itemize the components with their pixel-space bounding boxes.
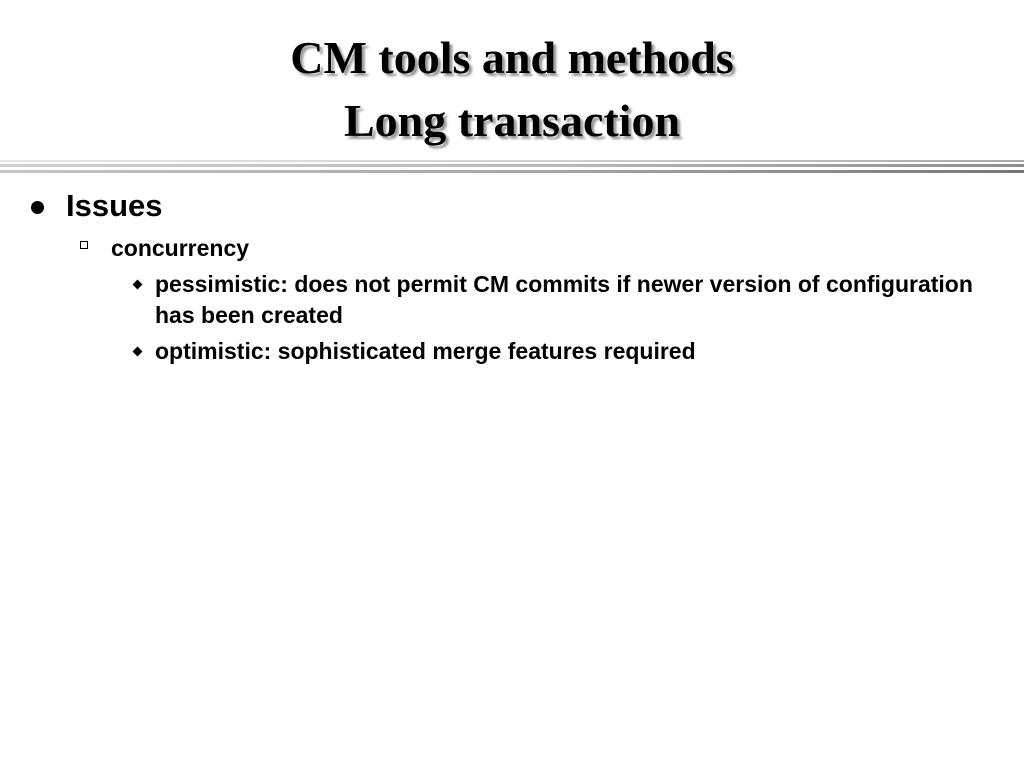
title-divider-bottom [0,170,1024,173]
filled-circle-bullet-icon [31,201,44,214]
bullet-pessimistic: pessimistic: does not permit CM commits if newer version of configuration has been created [155,271,973,328]
slide-title-line-2: Long transaction [343,95,681,146]
slide-title [0,26,1024,152]
diamond-bullet-icon [133,347,143,357]
diamond-bullet-icon [133,280,143,290]
bullet-concurrency: concurrency [111,235,250,261]
title-divider-top [0,160,1024,162]
bullet-issues: Issues [66,188,163,223]
slide-title-line-1: CM tools and methods [290,32,734,83]
hollow-square-bullet-icon [80,241,88,249]
bullet-optimistic: optimistic: sophisticated merge features required [155,338,696,364]
title-divider-middle [0,164,1024,167]
